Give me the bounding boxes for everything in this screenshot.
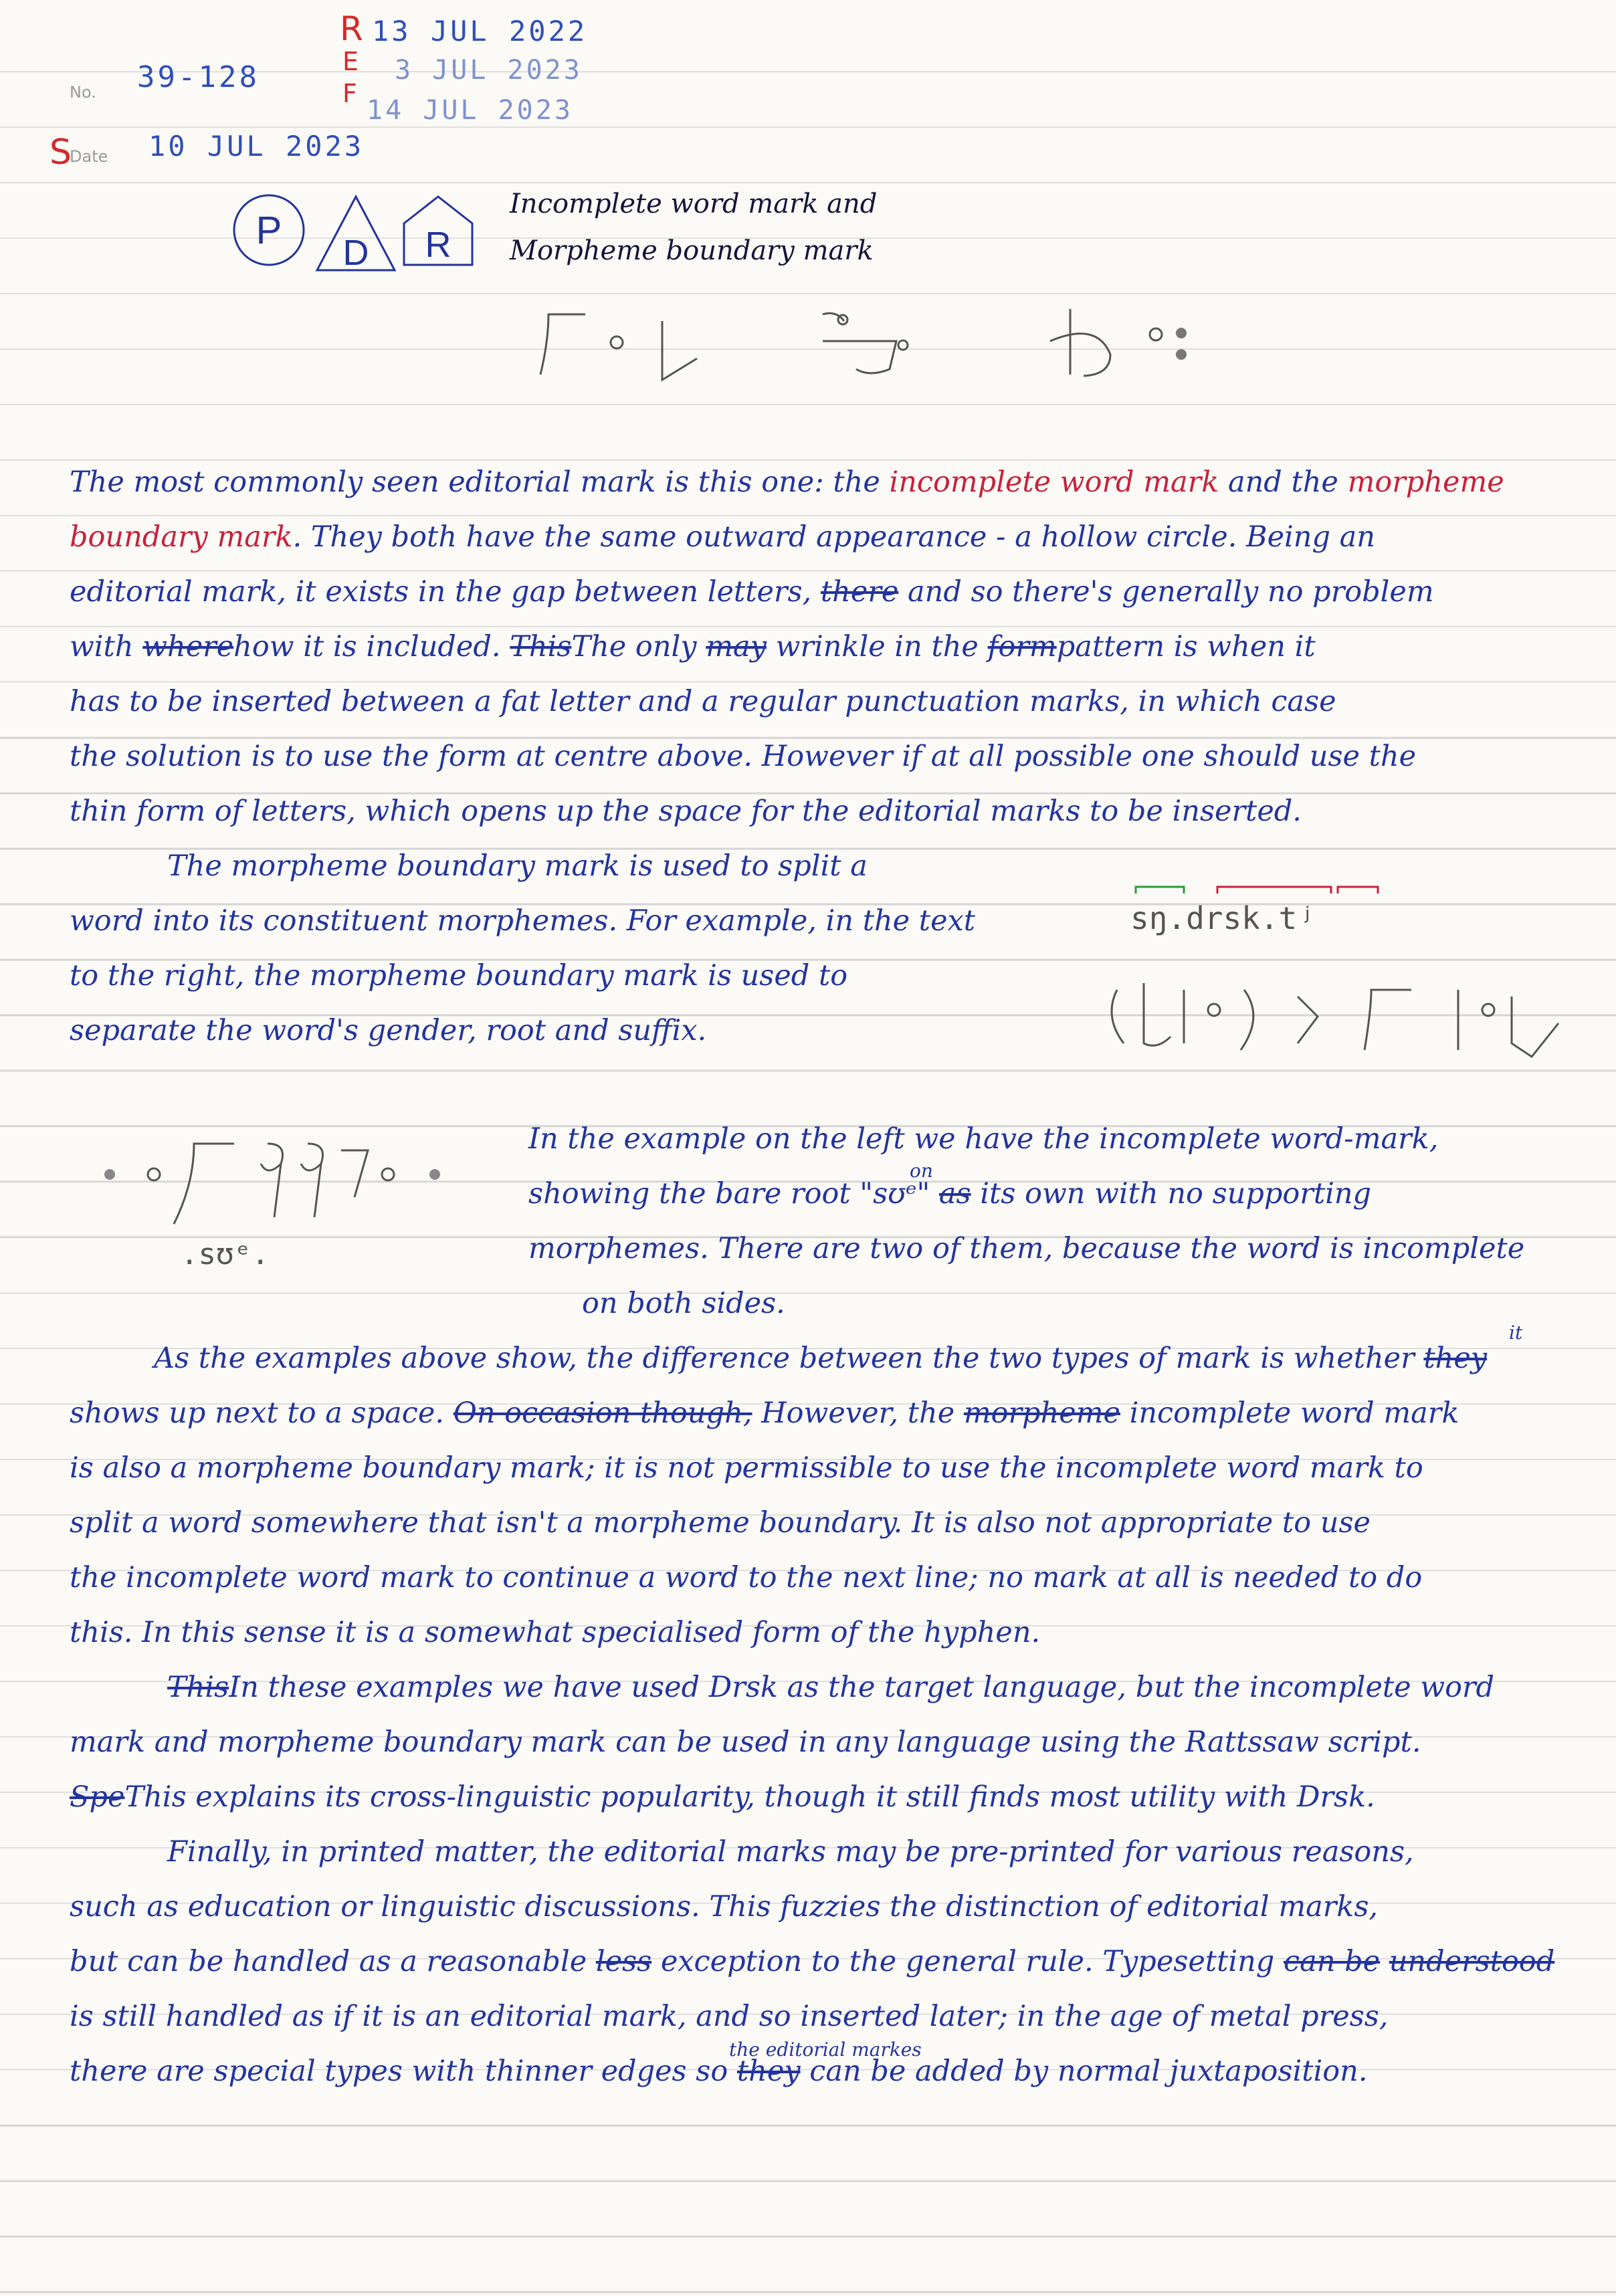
- ref-stamp-2: 3 JUL 2023: [395, 55, 583, 86]
- p2-line-2: word into its constituent morphemes. For example, in the text: [70, 904, 976, 938]
- hollow-circle-mark: [611, 336, 623, 348]
- glyph-stroke: [823, 341, 896, 373]
- glyph-stroke: [1241, 990, 1253, 1050]
- p1-line-3: editorial mark, it exists in the gap between letters, there and so there's generally no problem: [70, 575, 1434, 609]
- glyph-stroke: [1112, 983, 1171, 1045]
- hollow-circle-mark: [1150, 328, 1162, 340]
- p1-line-4: with wherehow it is included. ThisThe only may wrinkle in the formpattern is when it: [70, 630, 1316, 663]
- ref-stamp-1: 13 JUL 2022: [372, 15, 588, 47]
- hollow-circle-mark: [898, 340, 908, 350]
- left-annotation: .sʊᵉ.: [181, 1237, 270, 1271]
- ref-stamp-3: 14 JUL 2023: [367, 95, 573, 126]
- green-bracket: [1136, 887, 1184, 894]
- p6-line-5: there are special types with thinner edges so they can be added by normal juxtaposition.: [70, 2055, 1368, 2088]
- pdr-badges: [229, 191, 483, 278]
- p4-line-1: As the examples above show, the difference between the two types of mark is whether they: [154, 1342, 1488, 1375]
- p2-line-4: separate the word's gender, root and suffix.: [70, 1014, 707, 1047]
- inset-brackets: [1130, 884, 1385, 898]
- glyph-stroke: [540, 314, 585, 375]
- filled-dot: [429, 1169, 440, 1180]
- red-bracket: [1217, 887, 1331, 894]
- p6-line-4: is still handled as if it is an editorial mark, and so inserted later; in the age of metal press,: [70, 2000, 1389, 2033]
- glyph-stroke: [261, 1144, 283, 1217]
- glyph-illustration-left: [100, 1124, 448, 1244]
- p5-line-2: mark and morpheme boundary mark can be used in any language using the Rattssaw script.: [70, 1726, 1421, 1759]
- p1-line-2: boundary mark. They both have the same outward appearance - a hollow circle. Being an: [70, 520, 1375, 554]
- ref-letter-e: E: [342, 47, 359, 76]
- inset-annotation: sŋ.drsk.tʲ: [1130, 900, 1316, 936]
- p1-line-6: the solution is to use the form at centre above. However if at all possible one should use the: [70, 740, 1417, 773]
- glyph-illustration-top: [522, 294, 1231, 401]
- filled-dot: [1176, 349, 1187, 360]
- date-stamp: 10 JUL 2023: [148, 130, 365, 163]
- p6-line-2: such as education or linguistic discussions. This fuzzies the distinction of editorial marks,: [70, 1890, 1379, 1923]
- p1-line-7: thin form of letters, which opens up the space for the editorial marks to be inserted.: [70, 795, 1302, 828]
- glyph-stroke: [662, 321, 697, 380]
- p3-line-2: showing the bare root "sʊᵉ" as its own with no supporting: [528, 1177, 1372, 1211]
- p4-line-2: shows up next to a space. On occasion though, However, the morpheme incomplete word mark: [70, 1396, 1459, 1430]
- glyph-stroke: [174, 1144, 234, 1224]
- badge-r-letter: R: [425, 225, 451, 265]
- p6-line-1: Finally, in printed matter, the editorial marks may be pre-printed for various reasons,: [167, 1835, 1414, 1869]
- p3-insertion-on: on: [910, 1160, 933, 1182]
- p3-line-3: morphemes. There are two of them, because the word is incomplete: [528, 1232, 1525, 1265]
- p2-line-1: The morpheme boundary mark is used to split a: [167, 849, 868, 883]
- p6-line-3: but can be handled as a reasonable less exception to the general rule. Typesetting can be understood: [70, 1945, 1555, 1978]
- date-mark: S: [49, 132, 72, 173]
- p5-line-3: SpeThis explains its cross-linguistic popularity, though it still finds most utility with Drsk.: [70, 1780, 1375, 1814]
- p4-insertion-it: it: [1509, 1322, 1523, 1344]
- red-bracket: [1338, 887, 1378, 894]
- p4-line-4: split a word somewhere that isn't a morpheme boundary. It is also not appropriate to use: [70, 1506, 1371, 1540]
- p4-line-6: this. In this sense it is a somewhat specialised form of the hyphen.: [70, 1616, 1041, 1649]
- p4-line-3: is also a morpheme boundary mark; it is not permissible to use the incomplete word mark to: [70, 1451, 1423, 1485]
- p1-line-5: has to be inserted between a fat letter and a regular punctuation marks, in which case: [70, 685, 1336, 718]
- hollow-circle-mark: [1482, 1004, 1494, 1016]
- p6-insertion-note: the editorial markes: [729, 2039, 922, 2061]
- glyph-stroke: [301, 1144, 323, 1217]
- number-stamp: 39-128: [137, 60, 260, 94]
- page-title-line-2: Morpheme boundary mark: [510, 235, 874, 266]
- p4-line-5: the incomplete word mark to continue a word to the next line; no mark at all is needed to do: [70, 1561, 1423, 1594]
- filled-dot: [104, 1169, 115, 1180]
- p3-line-4: on both sides.: [582, 1287, 785, 1320]
- p3-line-1: In the example on the left we have the incomplete word-mark,: [528, 1122, 1439, 1156]
- p2-line-3: to the right, the morpheme boundary mark is used to: [70, 959, 848, 993]
- badge-d-letter: D: [342, 233, 369, 273]
- glyph-stroke: [1512, 997, 1558, 1057]
- glyph-stroke: [1298, 997, 1318, 1043]
- hollow-circle-mark: [382, 1168, 394, 1180]
- p5-line-1: ThisIn these examples we have used Drsk as the target language, but the incomplete word: [167, 1671, 1495, 1704]
- p1-line-1: The most commonly seen editorial mark is this one: the incomplete word mark and the morpheme: [70, 465, 1504, 499]
- number-label: No.: [70, 83, 96, 102]
- glyph-stroke: [1365, 990, 1411, 1050]
- glyph-illustration-inset: [1097, 963, 1579, 1063]
- ref-letter-r: R: [340, 9, 363, 48]
- glyph-stroke: [1050, 309, 1110, 376]
- glyph-stroke: [341, 1150, 368, 1197]
- page-title-line-1: Incomplete word mark and: [510, 189, 878, 219]
- hollow-circle-mark: [148, 1168, 160, 1180]
- filled-dot: [1176, 328, 1187, 338]
- badge-p-letter: P: [256, 209, 282, 252]
- hollow-circle-mark: [1208, 1004, 1220, 1016]
- date-label: Date: [70, 147, 108, 166]
- ref-letter-f: F: [342, 79, 357, 108]
